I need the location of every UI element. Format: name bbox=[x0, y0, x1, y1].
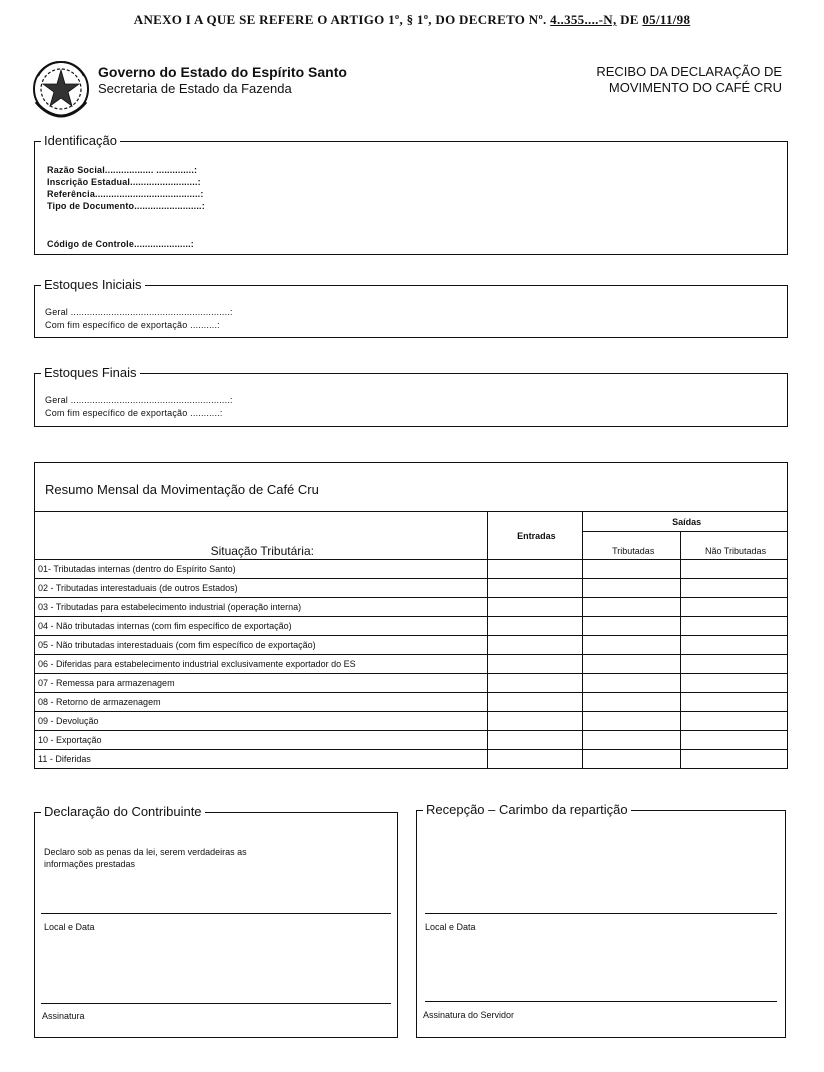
cell-entradas[interactable] bbox=[487, 731, 583, 750]
row-label: 06 - Diferidas para estabelecimento industrial exclusivamente exportador do ES bbox=[35, 655, 488, 674]
recepcao-assinatura: Assinatura do Servidor bbox=[423, 1010, 515, 1020]
cell-tributadas[interactable] bbox=[583, 674, 681, 693]
col-situacao-header: Situação Tributária: bbox=[35, 512, 488, 560]
recepcao-local-data-line[interactable] bbox=[425, 913, 777, 914]
cell-entradas[interactable] bbox=[487, 598, 583, 617]
table-row bbox=[35, 598, 788, 617]
estoques-finais-com-fim: Com fim específico de exportação ...........: bbox=[45, 408, 223, 418]
receipt-title-line1: RECIBO DA DECLARAÇÃO DE bbox=[596, 64, 782, 79]
cell-entradas[interactable] bbox=[487, 579, 583, 598]
cell-entradas[interactable] bbox=[487, 636, 583, 655]
estoques-finais-legend: Estoques Finais bbox=[41, 365, 140, 381]
declaracao-assinatura: Assinatura bbox=[42, 1011, 85, 1021]
row-label: 01- Tributadas internas (dentro do Espírito Santo) bbox=[35, 560, 488, 579]
field-inscricao-estadual: Inscrição Estadual.........................: bbox=[47, 177, 201, 187]
table-row bbox=[35, 579, 788, 598]
table-row bbox=[35, 712, 788, 731]
cell-nao-tributadas[interactable] bbox=[681, 579, 788, 598]
decree-header bbox=[0, 12, 824, 28]
row-label: 02 - Tributadas interestaduais (de outros Estados) bbox=[35, 579, 488, 598]
cell-tributadas[interactable] bbox=[583, 750, 681, 769]
row-label: 07 - Remessa para armazenagem bbox=[35, 674, 488, 693]
cell-tributadas[interactable] bbox=[583, 598, 681, 617]
row-label: 11 - Diferidas bbox=[35, 750, 488, 769]
field-referencia: Referência.......................................: bbox=[47, 189, 204, 199]
table-row bbox=[35, 655, 788, 674]
field-razao-social: Razão Social.................. ..............: bbox=[47, 165, 198, 175]
row-label: 04 - Não tributadas internas (com fim específico de exportação) bbox=[35, 617, 488, 636]
cell-entradas[interactable] bbox=[487, 750, 583, 769]
estoques-finais-geral: Geral ...........................................................: bbox=[45, 395, 233, 405]
col-nao-tributadas-header: Não Tributadas bbox=[681, 532, 788, 560]
table-row bbox=[35, 750, 788, 769]
decree-date-label: DE bbox=[620, 12, 639, 27]
row-label: 05 - Não tributadas interestaduais (com fim específico de exportação) bbox=[35, 636, 488, 655]
estoques-iniciais-geral: Geral ...........................................................: bbox=[45, 307, 233, 317]
cell-tributadas[interactable] bbox=[583, 731, 681, 750]
secretariat-name: Secretaria de Estado da Fazenda bbox=[98, 81, 292, 96]
state-coat-of-arms-icon bbox=[30, 58, 92, 120]
cell-tributadas[interactable] bbox=[583, 636, 681, 655]
table-row bbox=[35, 636, 788, 655]
cell-entradas[interactable] bbox=[487, 617, 583, 636]
declaracao-text-line2: informações prestadas bbox=[44, 859, 136, 869]
cell-nao-tributadas[interactable] bbox=[681, 617, 788, 636]
table-row bbox=[35, 674, 788, 693]
cell-nao-tributadas[interactable] bbox=[681, 655, 788, 674]
resumo-title: Resumo Mensal da Movimentação de Café Cru bbox=[45, 482, 319, 497]
table-row bbox=[35, 617, 788, 636]
declaracao-section bbox=[34, 804, 398, 1038]
identificacao-legend: Identificação bbox=[41, 133, 120, 149]
cell-nao-tributadas[interactable] bbox=[681, 636, 788, 655]
resumo-table bbox=[34, 511, 788, 769]
identificacao-section bbox=[34, 133, 788, 255]
declaracao-local-data: Local e Data bbox=[44, 922, 95, 932]
estoques-finais-section bbox=[34, 365, 788, 427]
col-saidas-header: Saídas bbox=[583, 512, 788, 532]
cell-nao-tributadas[interactable] bbox=[681, 560, 788, 579]
cell-tributadas[interactable] bbox=[583, 655, 681, 674]
decree-date: 05/11/98 bbox=[642, 12, 691, 27]
assinatura-line[interactable] bbox=[41, 1003, 391, 1004]
col-tributadas-header: Tributadas bbox=[583, 532, 681, 560]
cell-nao-tributadas[interactable] bbox=[681, 598, 788, 617]
cell-entradas[interactable] bbox=[487, 655, 583, 674]
declaracao-legend: Declaração do Contribuinte bbox=[41, 804, 205, 820]
cell-nao-tributadas[interactable] bbox=[681, 731, 788, 750]
recepcao-legend: Recepção – Carimbo da repartição bbox=[423, 802, 631, 818]
receipt-title-line2: MOVIMENTO DO CAFÉ CRU bbox=[608, 80, 782, 95]
receipt-title bbox=[596, 64, 782, 96]
estoques-iniciais-section bbox=[34, 277, 788, 338]
cell-tributadas[interactable] bbox=[583, 579, 681, 598]
table-row bbox=[35, 560, 788, 579]
row-label: 08 - Retorno de armazenagem bbox=[35, 693, 488, 712]
local-data-line[interactable] bbox=[41, 913, 391, 914]
cell-tributadas[interactable] bbox=[583, 712, 681, 731]
government-name: Governo do Estado do Espírito Santo bbox=[98, 64, 347, 80]
row-label: 09 - Devolução bbox=[35, 712, 488, 731]
estoques-iniciais-com-fim: Com fim específico de exportação ..........: bbox=[45, 320, 220, 330]
col-entradas-header: Entradas bbox=[487, 512, 583, 560]
cell-tributadas[interactable] bbox=[583, 693, 681, 712]
table-row bbox=[35, 731, 788, 750]
cell-nao-tributadas[interactable] bbox=[681, 712, 788, 731]
field-tipo-documento: Tipo de Documento.........................: bbox=[47, 201, 205, 211]
declaracao-text-line1: Declaro sob as penas da lei, serem verdadeiras as bbox=[44, 847, 247, 857]
recepcao-local-data: Local e Data bbox=[425, 922, 476, 932]
row-label: 03 - Tributadas para estabelecimento industrial (operação interna) bbox=[35, 598, 488, 617]
field-codigo-controle: Código de Controle.....................: bbox=[47, 239, 194, 249]
cell-entradas[interactable] bbox=[487, 693, 583, 712]
cell-nao-tributadas[interactable] bbox=[681, 674, 788, 693]
cell-entradas[interactable] bbox=[487, 674, 583, 693]
recepcao-section bbox=[416, 802, 786, 1038]
decree-number: 4..355....-N, bbox=[550, 12, 617, 27]
resumo-header-box bbox=[34, 462, 788, 512]
cell-entradas[interactable] bbox=[487, 712, 583, 731]
table-row bbox=[35, 693, 788, 712]
cell-nao-tributadas[interactable] bbox=[681, 693, 788, 712]
recepcao-assinatura-line[interactable] bbox=[425, 1001, 777, 1002]
row-label: 10 - Exportação bbox=[35, 731, 488, 750]
decree-prefix: ANEXO I A QUE SE REFERE O ARTIGO 1º, § 1º, DO DECRETO Nº. bbox=[133, 12, 547, 27]
cell-tributadas[interactable] bbox=[583, 617, 681, 636]
cell-nao-tributadas[interactable] bbox=[681, 750, 788, 769]
cell-entradas[interactable] bbox=[487, 560, 583, 579]
estoques-iniciais-legend: Estoques Iniciais bbox=[41, 277, 145, 293]
cell-tributadas[interactable] bbox=[583, 560, 681, 579]
